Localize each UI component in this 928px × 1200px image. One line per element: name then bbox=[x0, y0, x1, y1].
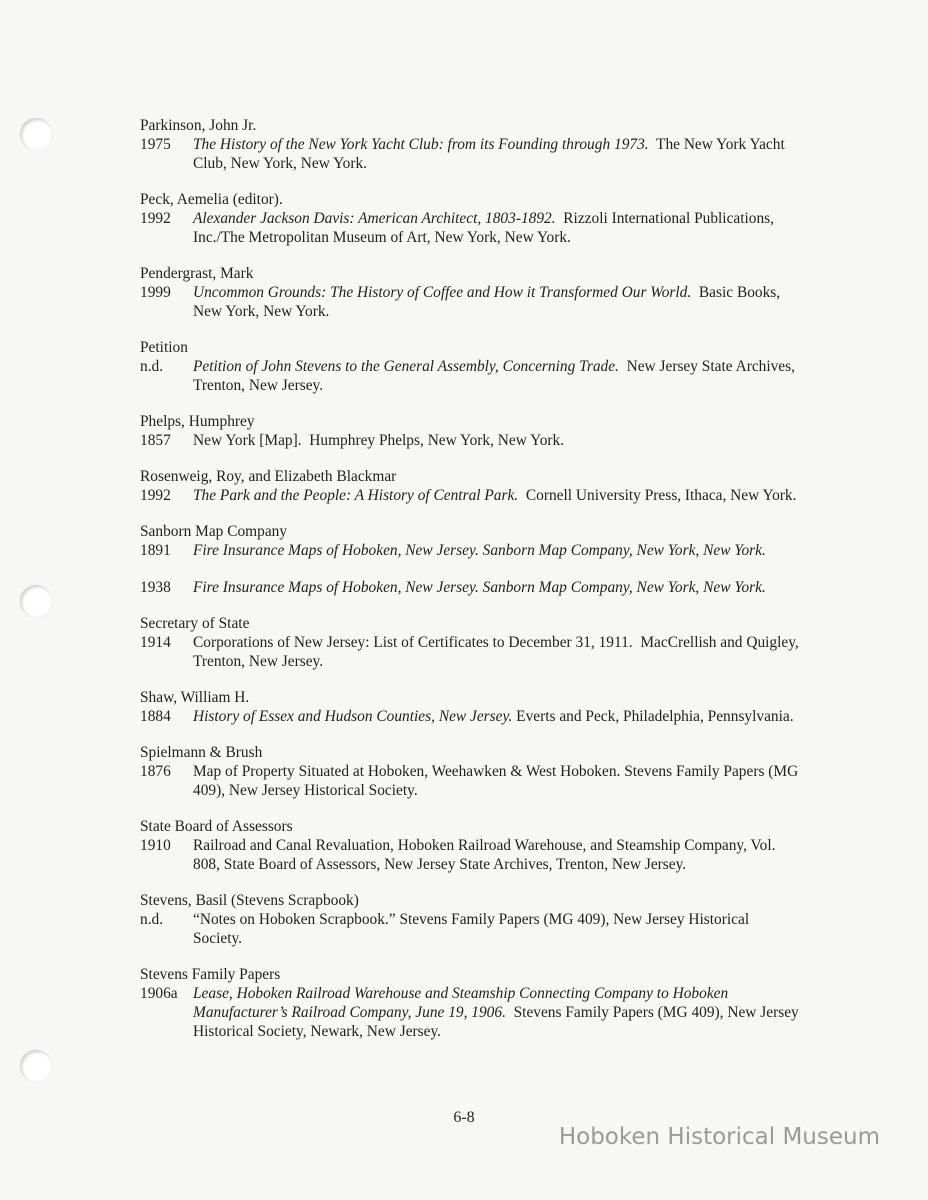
bibliography-entry bbox=[140, 264, 800, 321]
citation-text bbox=[193, 209, 800, 247]
entry-author: Shaw, William H. bbox=[140, 689, 250, 706]
entry-citation bbox=[140, 209, 800, 247]
citation-text bbox=[193, 541, 800, 560]
citation-title: Fire Insurance Maps of Hoboken, New Jersey. Sanborn Map Company, New York, New York. bbox=[193, 579, 766, 596]
citation-year: 1884 bbox=[140, 708, 171, 725]
entry-citation bbox=[140, 836, 800, 874]
citation-year: 1914 bbox=[140, 634, 171, 651]
bibliography-entry bbox=[140, 190, 800, 247]
citation-year: n.d. bbox=[140, 911, 164, 928]
citation-publication: Cornell University Press, Ithaca, New York. bbox=[518, 487, 797, 504]
bibliography-entry bbox=[140, 614, 803, 671]
citation-publication: New York [Map]. Humphrey Phelps, New York, New York. bbox=[193, 432, 565, 449]
entry-citation bbox=[140, 486, 800, 505]
citation-text bbox=[193, 910, 800, 948]
entry-author: Pendergrast, Mark bbox=[140, 265, 254, 282]
citation-title: Fire Insurance Maps of Hoboken, New Jersey. Sanborn Map Company, New York, New York. bbox=[193, 542, 766, 559]
citation-text bbox=[193, 707, 800, 726]
entry-author: Stevens Family Papers bbox=[140, 966, 281, 983]
bibliography-entry bbox=[140, 522, 800, 597]
citation-publication: Map of Property Situated at Hoboken, Weehawken & West Hoboken. Stevens Family Papers (MG 409), New Jersey Historical Society. bbox=[193, 763, 803, 799]
entry-citation bbox=[140, 910, 800, 948]
entry-citation bbox=[140, 984, 803, 1041]
citation-text bbox=[193, 283, 800, 321]
entry-citation bbox=[140, 431, 800, 450]
punch-hole bbox=[20, 585, 52, 617]
entry-author: Spielmann & Brush bbox=[140, 744, 263, 761]
entry-citation bbox=[140, 357, 800, 395]
citation-publication: Everts and Peck, Philadelphia, Pennsylvania. bbox=[512, 708, 794, 725]
entry-author: Secretary of State bbox=[140, 615, 250, 632]
bibliography-entry bbox=[140, 965, 803, 1041]
bibliography-entry bbox=[140, 467, 800, 505]
bibliography-entry bbox=[140, 338, 800, 395]
citation-year: 1876 bbox=[140, 763, 171, 780]
citation-year: 1906a bbox=[140, 985, 178, 1002]
museum-watermark: Hoboken Historical Museum bbox=[558, 1124, 880, 1150]
entry-author: Petition bbox=[140, 339, 188, 356]
citation-text bbox=[193, 486, 800, 505]
entry-citation bbox=[140, 707, 800, 726]
entry-citation bbox=[140, 135, 800, 173]
bibliography-entry bbox=[140, 891, 800, 948]
entry-citation bbox=[140, 283, 800, 321]
entry-author: State Board of Assessors bbox=[140, 818, 293, 835]
entry-author: Rosenweig, Roy, and Elizabeth Blackmar bbox=[140, 468, 397, 485]
bibliography-entry bbox=[140, 116, 800, 173]
entry-citation bbox=[140, 633, 803, 671]
citation-text bbox=[193, 578, 800, 597]
citation-title: Lease, Hoboken Railroad Warehouse and Steamship Connecting Company to Hoboken Manufacturer’s Railroad Company, June 19, 1906. bbox=[193, 985, 729, 1021]
citation-year: 1975 bbox=[140, 136, 171, 153]
citation-year: n.d. bbox=[140, 358, 164, 375]
citation-text bbox=[193, 984, 803, 1041]
bibliography-list bbox=[140, 116, 803, 1058]
bibliography-entry bbox=[140, 817, 800, 874]
citation-publication: New Jersey State Archives, Trenton, New Jersey. bbox=[193, 358, 799, 394]
page-number: 6-8 bbox=[453, 1109, 475, 1126]
citation-text bbox=[193, 357, 800, 395]
citation-year: 1992 bbox=[140, 487, 171, 504]
citation-title: History of Essex and Hudson Counties, New Jersey. bbox=[193, 708, 513, 725]
citation-title: Alexander Jackson Davis: American Architect, 1803-1892. bbox=[193, 210, 556, 227]
entry-author: Parkinson, John Jr. bbox=[140, 117, 257, 134]
entry-author: Stevens, Basil (Stevens Scrapbook) bbox=[140, 892, 359, 909]
entry-citation bbox=[140, 578, 800, 597]
citation-publication: Corporations of New Jersey: List of Certificates to December 31, 1911. MacCrellish and Quigley, Trenton, New Jersey. bbox=[193, 634, 803, 670]
citation-text bbox=[193, 836, 800, 874]
citation-publication: Stevens Family Papers (MG 409), New Jersey Historical Society, Newark, New Jersey. bbox=[193, 1004, 803, 1040]
entry-citation bbox=[140, 762, 803, 800]
citation-text bbox=[193, 633, 803, 671]
citation-year: 1891 bbox=[140, 542, 171, 559]
citation-publication: “Notes on Hoboken Scrapbook.” Stevens Family Papers (MG 409), New Jersey Historical Society. bbox=[193, 911, 753, 947]
citation-year: 1992 bbox=[140, 210, 171, 227]
entry-author: Peck, Aemelia (editor). bbox=[140, 191, 283, 208]
entry-citation bbox=[140, 541, 800, 560]
citation-publication: The New York Yacht Club, New York, New York. bbox=[193, 136, 789, 172]
citation-title: The History of the New York Yacht Club: from its Founding through 1973. bbox=[193, 136, 649, 153]
bibliography-entry bbox=[140, 412, 800, 450]
entry-author: Phelps, Humphrey bbox=[140, 413, 255, 430]
citation-text bbox=[193, 135, 800, 173]
citation-title: Uncommon Grounds: The History of Coffee and How it Transformed Our World. bbox=[193, 284, 692, 301]
citation-text bbox=[193, 431, 800, 450]
entry-author: Sanborn Map Company bbox=[140, 523, 288, 540]
citation-title: Petition of John Stevens to the General Assembly, Concerning Trade. bbox=[193, 358, 619, 375]
punch-hole bbox=[20, 1050, 52, 1082]
punch-hole bbox=[20, 118, 52, 150]
citation-year: 1938 bbox=[140, 579, 171, 596]
citation-publication: Rizzoli International Publications, Inc./The Metropolitan Museum of Art, New York, New York. bbox=[193, 210, 778, 246]
bibliography-entry bbox=[140, 688, 800, 726]
citation-year: 1999 bbox=[140, 284, 171, 301]
citation-year: 1857 bbox=[140, 432, 171, 449]
citation-publication: Railroad and Canal Revaluation, Hoboken Railroad Warehouse, and Steamship Company, Vol. 808, State Board of Assessors, New Jersey State Archives, Trenton, New Jersey. bbox=[193, 837, 780, 873]
citation-publication: Basic Books, New York, New York. bbox=[193, 284, 785, 320]
citation-year: 1910 bbox=[140, 837, 171, 854]
citation-title: The Park and the People: A History of Central Park. bbox=[193, 487, 519, 504]
bibliography-entry bbox=[140, 743, 803, 800]
citation-text bbox=[193, 762, 803, 800]
